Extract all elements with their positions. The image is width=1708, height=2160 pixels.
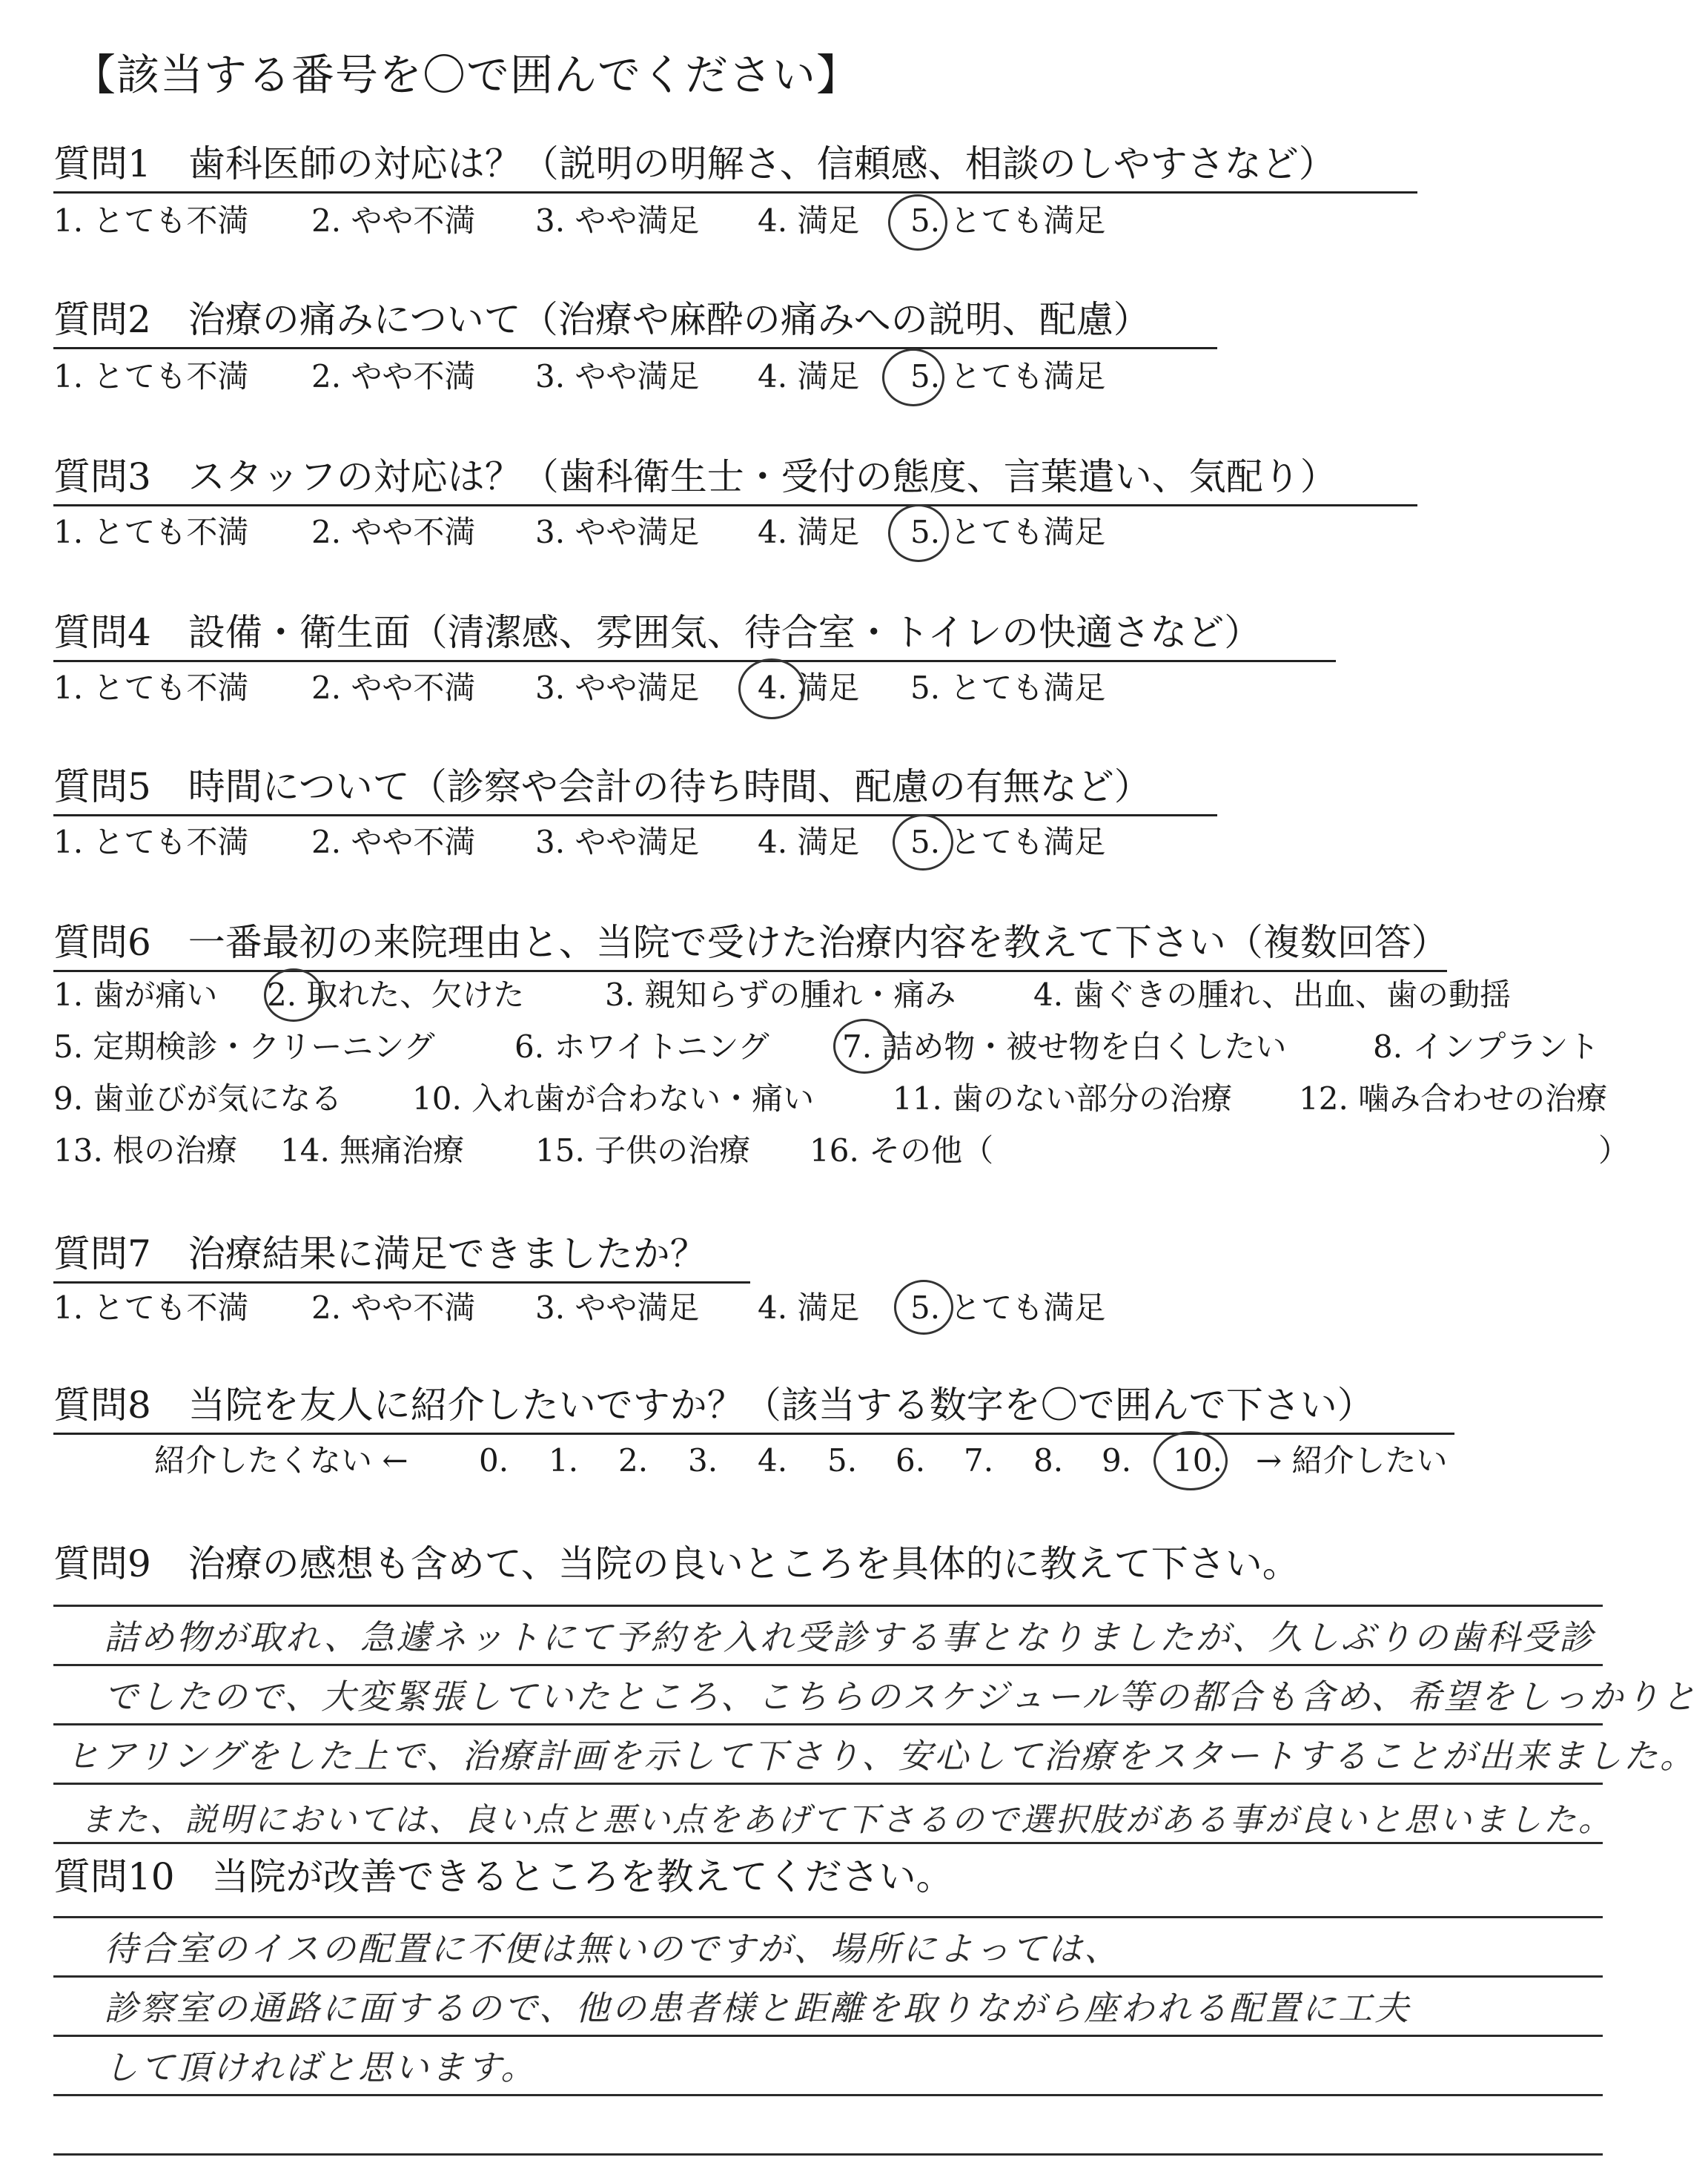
q6-option-9[interactable]: 9. 歯並びが気になる [53,1080,342,1117]
q6-option-5[interactable]: 5. 定期検診・クリーニング [53,1028,435,1065]
q10-answer-line-2: 診察室の通路に面するので、他の患者様と距離を取りながら座われる配置に工夫 [104,1988,1411,2028]
q2-option-4[interactable]: 4. 満足 [758,358,860,394]
q8-selected-circle [1153,1431,1228,1490]
q4-option-3[interactable]: 3. やや満足 [535,670,700,706]
q6-option-13[interactable]: 13. 根の治療 [53,1132,238,1169]
q9-rule-5 [53,1842,1603,1844]
q10-rule-1 [53,1916,1603,1918]
q6-option-6[interactable]: 6. ホワイトニング [514,1028,769,1065]
q8-number-6[interactable]: 6. [896,1442,926,1479]
q8-number-3[interactable]: 3. [688,1442,718,1479]
q6-option-12[interactable]: 12. 噛み合わせの治療 [1299,1080,1608,1117]
q9-rule-2 [53,1664,1603,1666]
q10-answer-line-3: して頂ければと思います。 [104,2047,537,2087]
q7-selected-circle [894,1280,953,1335]
q8-number-4[interactable]: 4. [758,1442,788,1479]
q6-option-2[interactable]: 2. 取れた、欠けた [267,977,525,1013]
q8-number-10[interactable]: 10. [1173,1442,1222,1479]
q3-option-2[interactable]: 2. やや不満 [311,514,476,550]
q1-option-5[interactable]: 5. とても満足 [910,202,1106,239]
q2-option-2[interactable]: 2. やや不満 [311,358,476,394]
q8-number-2[interactable]: 2. [618,1442,649,1479]
q8-left-label: 紹介したくない ← [154,1442,408,1479]
q10-rule-4 [53,2094,1603,2096]
q5-option-1[interactable]: 1. とても不満 [53,824,249,860]
page-header: 【該当する番号を〇で囲んでください】 [73,50,861,100]
q4-option-4[interactable]: 4. 満足 [758,670,860,706]
q2-option-3[interactable]: 3. やや満足 [535,358,700,394]
q5-selected-circle [893,814,953,871]
question-2-title: 質問2 治療の痛みについて（治療や麻酔の痛みへの説明、配慮） [53,297,1217,349]
q10-rule-5 [53,2153,1603,2156]
q8-number-5[interactable]: 5. [827,1442,858,1479]
q5-option-3[interactable]: 3. やや満足 [535,824,700,860]
q7-option-1[interactable]: 1. とても不満 [53,1289,249,1326]
question-8-title: 質問8 当院を友人に紹介したいですか？（該当する数字を〇で囲んで下さい） [53,1382,1454,1435]
question-9-title: 質問9 治療の感想も含めて、当院の良いところを具体的に教えて下さい。 [53,1542,1300,1585]
q4-selected-circle [738,658,805,719]
q3-option-5[interactable]: 5. とても満足 [910,514,1106,550]
question-10-title: 質問10 当院が改善できるところを教えてください。 [53,1855,953,1898]
q7-option-3[interactable]: 3. やや満足 [535,1289,700,1326]
q6-option-4[interactable]: 4. 歯ぐきの腫れ、出血、歯の動揺 [1033,977,1511,1013]
question-4-title: 質問4 設備・衛生面（清潔感、雰囲気、待合室・トイレの快適さなど） [53,610,1336,662]
q2-option-5[interactable]: 5. とても満足 [910,358,1106,394]
q1-selected-circle [888,194,947,251]
q3-option-3[interactable]: 3. やや満足 [535,514,700,550]
q9-answer-line-4: また、説明においては、良い点と悪い点をあげて下さるので選択肢がある事が良いと思いました。 [80,1801,1613,1839]
q4-option-2[interactable]: 2. やや不満 [311,670,476,706]
q6-option-3[interactable]: 3. 親知らずの腫れ・痛み [605,977,956,1013]
q9-answer-line-2: でしたので、大変緊張していたところ、こちらのスケジュール等の都合も含め、希望をしっかりと [104,1677,1698,1717]
q6-option-8[interactable]: 8. インプラント [1373,1028,1600,1065]
q8-number-7[interactable]: 7. [964,1442,994,1479]
q6-option-1[interactable]: 1. 歯が痛い [53,977,218,1013]
q6-option-14[interactable]: 14. 無痛治療 [280,1132,465,1169]
q6-option-16[interactable]: 16. その他（ [810,1132,994,1169]
q2-option-1[interactable]: 1. とても不満 [53,358,249,394]
q6-option-16-close: ） [1598,1132,1630,1169]
q7-option-2[interactable]: 2. やや不満 [311,1289,476,1326]
q9-rule-4 [53,1783,1603,1785]
q6-option-7[interactable]: 7. 詰め物・被せ物を白くしたい [842,1028,1287,1065]
q1-option-1[interactable]: 1. とても不満 [53,202,249,239]
q1-option-3[interactable]: 3. やや満足 [535,202,700,239]
q3-option-4[interactable]: 4. 満足 [758,514,860,550]
q6-option-11[interactable]: 11. 歯のない部分の治療 [893,1080,1233,1117]
q8-right-label: → 紹介したい [1256,1442,1448,1479]
q9-rule-3 [53,1723,1603,1725]
q7-option-5[interactable]: 5. とても満足 [910,1289,1106,1326]
q8-number-8[interactable]: 8. [1033,1442,1064,1479]
q4-option-5[interactable]: 5. とても満足 [910,670,1106,706]
question-6-title: 質問6 一番最初の来院理由と、当院で受けた治療内容を教えて下さい（複数回答） [53,919,1447,972]
q1-option-2[interactable]: 2. やや不満 [311,202,476,239]
q1-option-4[interactable]: 4. 満足 [758,202,860,239]
q3-option-1[interactable]: 1. とても不満 [53,514,249,550]
q6-option-10[interactable]: 10. 入れ歯が合わない・痛い [412,1080,815,1117]
q5-option-2[interactable]: 2. やや不満 [311,824,476,860]
question-5-title: 質問5 時間について（診察や会計の待ち時間、配慮の有無など） [53,764,1217,816]
q5-option-5[interactable]: 5. とても満足 [910,824,1106,860]
q6-selected-circle-7 [833,1019,896,1074]
q6-selected-circle-2 [264,968,323,1022]
q3-selected-circle [888,504,949,562]
q10-rule-2 [53,1975,1603,1978]
q2-selected-circle [882,349,944,406]
q5-option-4[interactable]: 4. 満足 [758,824,860,860]
q4-option-1[interactable]: 1. とても不満 [53,670,249,706]
question-1-title: 質問1 歯科医師の対応は？（説明の明解さ、信頼感、相談のしやすさなど） [53,141,1417,194]
q8-number-9[interactable]: 9. [1102,1442,1132,1479]
q9-rule-1 [53,1605,1603,1607]
q9-answer-line-3: ヒアリングをした上で、治療計画を示して下さり、安心して治療をスタートすることが出来ました。 [65,1736,1696,1776]
q9-answer-line-1: 詰め物が取れ、急遽ネットにて予約を入れ受診する事となりましたが、久しぶりの歯科受診 [104,1617,1595,1657]
q10-rule-3 [53,2035,1603,2037]
question-7-title: 質問7 治療結果に満足できましたか？ [53,1231,750,1284]
question-3-title: 質問3 スタッフの対応は？（歯科衛生士・受付の態度、言葉遣い、気配り） [53,454,1417,506]
q8-number-0[interactable]: 0. [479,1442,509,1479]
q10-answer-line-1: 待合室のイスの配置に不便は無いのですが、場所によっては、 [104,1929,1121,1969]
q6-option-15[interactable]: 15. 子供の治療 [535,1132,751,1169]
q8-number-1[interactable]: 1. [549,1442,579,1479]
q7-option-4[interactable]: 4. 満足 [758,1289,860,1326]
